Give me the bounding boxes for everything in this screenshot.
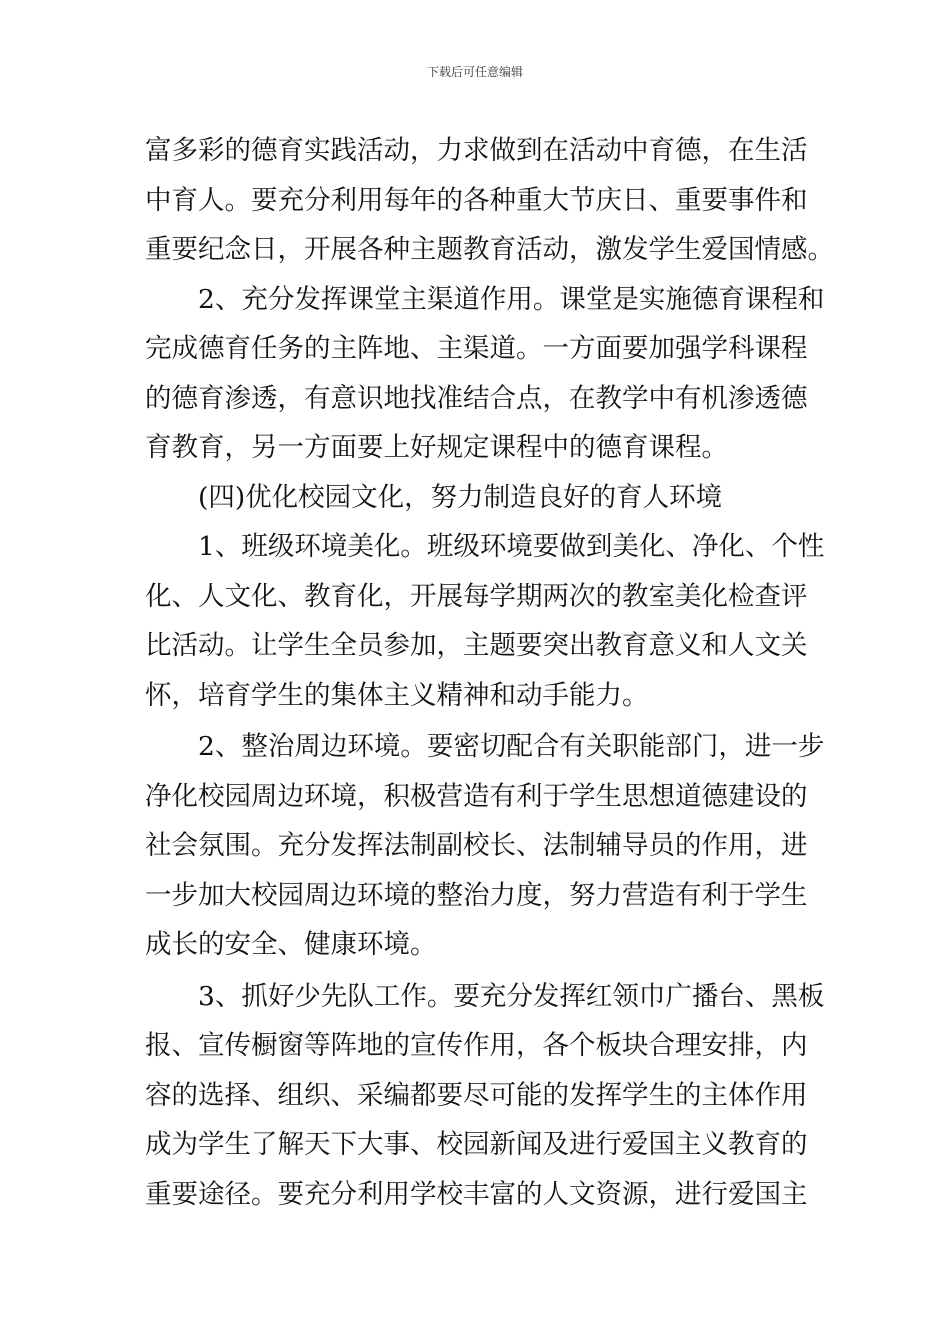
- text-line: 怀，培育学生的集体主义精神和动手能力。: [145, 679, 649, 711]
- text-line: 富多彩的德育实践活动，力求做到在活动中育德，在生活: [145, 135, 808, 166]
- text-line: 中育人。要充分利用每年的各种重大节庆日、重要事件和: [145, 184, 808, 216]
- text-line: 报、宣传橱窗等阵地的宣传作用，各个板块合理安排，内: [145, 1030, 808, 1061]
- text-line: 的德育渗透，有意识地找准结合点，在教学中有机渗透德: [145, 382, 808, 414]
- text-line: 完成德育任务的主阵地、主渠道。一方面要加强学科课程: [145, 333, 808, 364]
- text-line: 化、人文化、教育化，开展每学期两次的教室美化检查评: [145, 580, 808, 612]
- text-line: 社会氛围。充分发挥法制副校长、法制辅导员的作用，进: [145, 830, 808, 861]
- text-line: 育教育，另一方面要上好规定课程中的德育课程。: [145, 432, 728, 463]
- document-body: [145, 126, 834, 1219]
- text-line: 净化校园周边环境，积极营造有利于学生思想道德建设的: [145, 780, 808, 812]
- text-line: 比活动。让学生全员参加，主题要突出教育意义和人文关: [145, 630, 808, 661]
- paragraph-start-line: 1、班级环境美化。班级环境要做到美化、净化、个性: [198, 531, 825, 562]
- page-header-note: 下载后可任意编辑: [426, 65, 523, 79]
- text-line: 重要纪念日，开展各种主题教育活动，激发学生爱国情感。: [145, 234, 834, 265]
- section-heading: (四)优化校园文化，努力制造良好的育人环境: [198, 481, 723, 513]
- paragraph-start-line: 2、充分发挥课堂主渠道作用。课堂是实施德育课程和: [198, 283, 825, 315]
- paragraph-start-line: 3、抓好少先队工作。要充分发挥红领巾广播台、黑板: [198, 980, 825, 1012]
- text-line: 成长的安全、健康环境。: [145, 929, 437, 960]
- paragraph-start-line: 2、整治周边环境。要密切配合有关职能部门，进一步: [198, 731, 825, 762]
- text-line: 一步加大校园周边环境的整治力度，努力营造有利于学生: [145, 879, 808, 911]
- text-line: 容的选择、组织、采编都要尽可能的发挥学生的主体作用: [145, 1079, 808, 1111]
- text-line: 成为学生了解天下大事、校园新闻及进行爱国主义教育的: [145, 1129, 808, 1160]
- text-line: 重要途径。要充分利用学校丰富的人文资源，进行爱国主: [145, 1178, 808, 1210]
